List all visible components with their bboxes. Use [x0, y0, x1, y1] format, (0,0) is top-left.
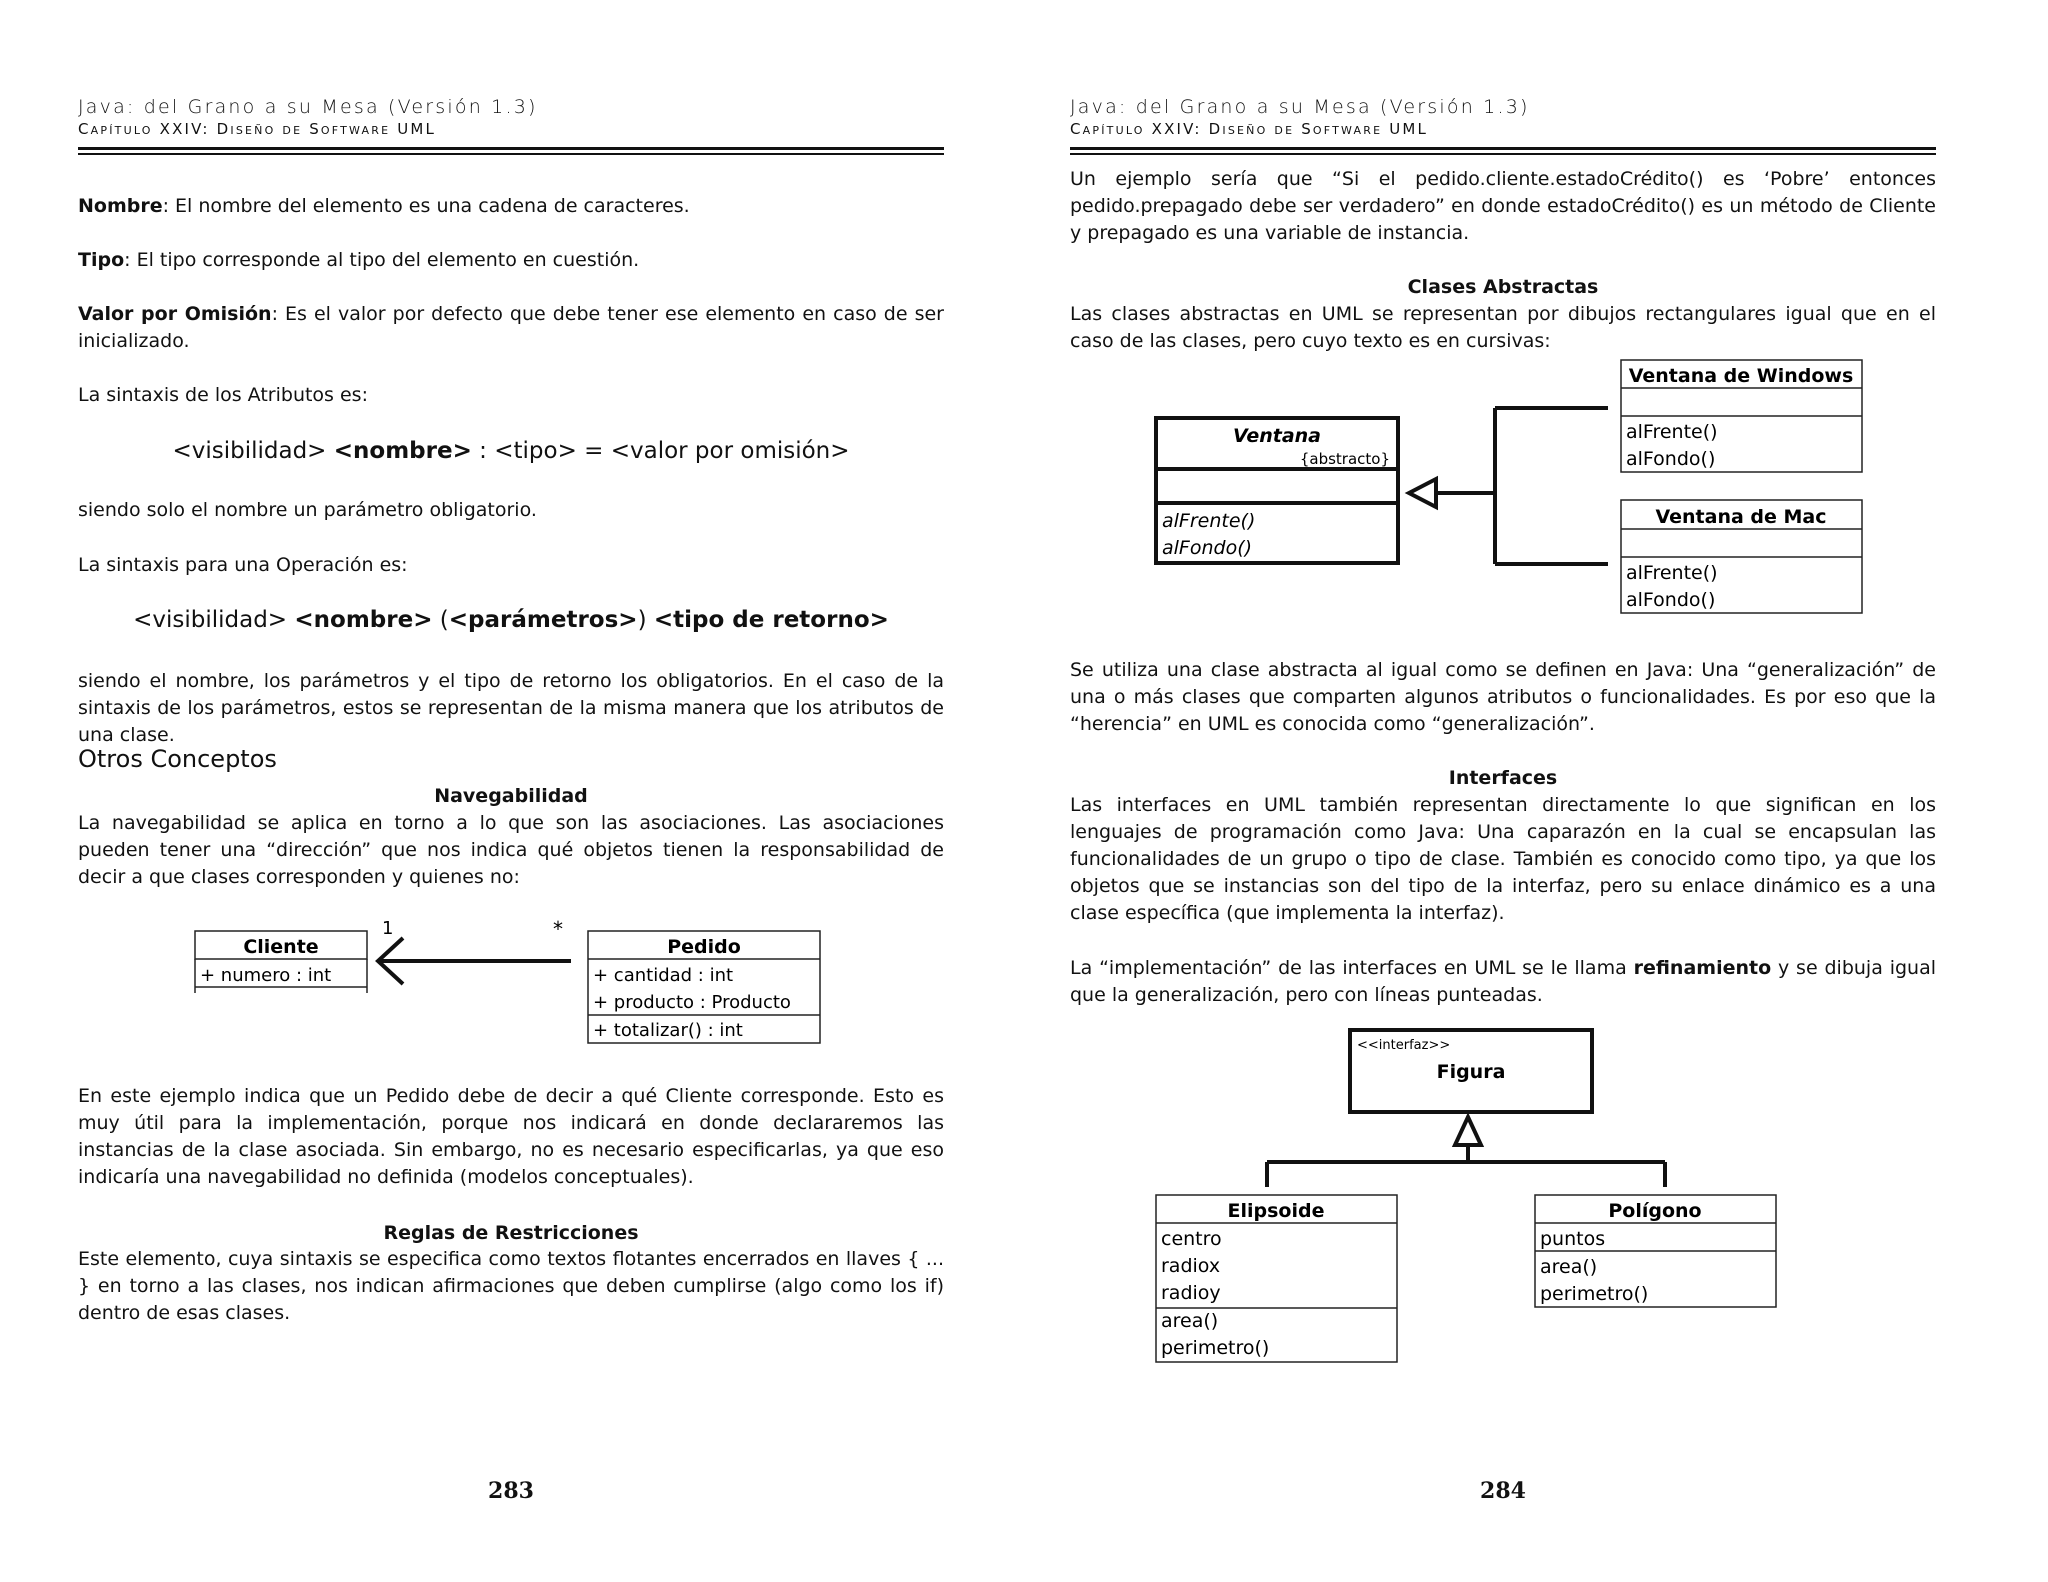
- cliente-class-name: Cliente: [243, 936, 319, 958]
- elipsoide-class-name: Elipsoide: [1227, 1200, 1325, 1222]
- running-header-title: Java: del Grano a su Mesa (Versión 1.3): [1070, 96, 1530, 118]
- cliente-attr: + numero : int: [200, 965, 332, 986]
- attr-syntax-vis: <visibilidad>: [172, 438, 327, 464]
- heading-clases-abstractas: Clases Abstractas: [1407, 276, 1599, 298]
- poligono-op: perimetro(): [1540, 1283, 1649, 1305]
- header-rule-thick: [78, 147, 944, 150]
- op-syntax-after: siendo el nombre, los parámetros y el tipo de retorno los obligatorios. En el caso de la sintaxis de los parámetros, estos se representan de la misma manera que los atributos de una clase.: [78, 670, 944, 746]
- header-rule-thin: [78, 153, 944, 155]
- intro-text: Un ejemplo sería que “Si el pedido.cliente.estadoCrédito() es ‘Pobre’ entonces pedido.prepagado debe ser verdadero” en donde estadoCrédito() es un método de Cliente y prepagado es una variable de instancia.: [1070, 168, 1936, 244]
- ventana-windows-op: alFondo(): [1626, 448, 1716, 470]
- ventana-windows-op: alFrente(): [1626, 421, 1718, 443]
- elipsoide-attr: centro: [1161, 1228, 1222, 1250]
- ventana-mac-op: alFrente(): [1626, 562, 1718, 584]
- realization-arrowhead: [1455, 1117, 1481, 1145]
- op-syntax-nombre: <nombre>: [294, 607, 433, 633]
- poligono-op: area(): [1540, 1256, 1598, 1278]
- tipo-definition: [78, 247, 944, 274]
- implementation-term: refinamiento: [1633, 957, 1772, 979]
- attr-syntax: [78, 438, 944, 464]
- abstract-text: Las clases abstractas en UML se representan por dibujos rectangulares igual que en el caso de las clases, pero cuyo texto es en cursivas:: [1070, 303, 1936, 352]
- navegabilidad-diagram: [78, 900, 944, 1050]
- op-syntax-vis: <visibilidad>: [133, 607, 288, 633]
- tipo-text: : El tipo corresponde al tipo del elemento en cuestión.: [124, 249, 640, 271]
- example-text: En este ejemplo indica que un Pedido debe de decir a qué Cliente corresponde. Esto es muy útil para la implementación, porque nos indicará en donde declararemos las instancias de la clase asociada. Sin embargo, no es necesario especificarlas, ya que eso indicaría una navegabilidad no definida (modelos conceptuales).: [78, 1085, 944, 1188]
- implementation-pre: La “implementación” de las interfaces en UML se le llama: [1070, 957, 1634, 979]
- pedido-class-name: Pedido: [667, 936, 741, 958]
- page-number-right: 284: [1480, 1478, 1526, 1504]
- running-header-title: Java: del Grano a su Mesa (Versión 1.3): [78, 96, 538, 118]
- interfaces-text: Las interfaces en UML también representan directamente lo que significan en los lenguajes de programación como Java: Una caparazón en la cual se encapsulan las funcionalidades de un grupo o tipo de clase. También es conocido como tipo, ya que los objetos que se instancias son del tipo de la interfaz, pero su enlace dinámico es a una clase específica (que implementa la interfaz).: [1070, 794, 1936, 924]
- ventana-mac-op: alFondo(): [1626, 589, 1716, 611]
- op-syntax: [78, 607, 944, 633]
- running-header-chapter: Capítulo XXIV: Diseño de Software UML: [78, 120, 437, 138]
- page-left: [78, 0, 944, 1582]
- abstract-after-text: Se utiliza una clase abstracta al igual como se definen en Java: Una “generalización” de una o más clases que comparten algunos atributos o funcionalidades. Es por eso que la “herencia” en UML es conocida como “generalización”.: [1070, 659, 1936, 735]
- page-right: [1070, 0, 1936, 1582]
- interface-diagram: [1070, 1025, 1936, 1375]
- tipo-term: Tipo: [78, 249, 125, 271]
- header-rule-thick: [1070, 147, 1936, 150]
- navegabilidad-text: La navegabilidad se aplica en torno a lo que son las asociaciones. Las asociaciones pueden tener una “dirección” que nos indica qué objetos tienen la responsabilidad de decir a que clases corresponden y quienes no:: [78, 812, 944, 888]
- pedido-attr: + cantidad : int: [593, 965, 734, 986]
- page-number-left: 283: [488, 1478, 534, 1504]
- pedido-op: + totalizar() : int: [593, 1020, 743, 1041]
- poligono-attr: puntos: [1540, 1228, 1606, 1250]
- nombre-definition: [78, 193, 944, 220]
- heading-reglas: Reglas de Restricciones: [383, 1222, 639, 1244]
- header-rule-thin: [1070, 153, 1936, 155]
- figura-interface-name: Figura: [1436, 1061, 1506, 1083]
- attr-syntax-intro: La sintaxis de los Atributos es:: [78, 384, 368, 406]
- abstract-class-diagram: [1070, 355, 1936, 620]
- elipsoide-attr: radioy: [1161, 1282, 1221, 1304]
- op-syntax-close: ): [637, 607, 654, 633]
- attr-syntax-after: siendo solo el nombre un parámetro obligatorio.: [78, 499, 537, 521]
- running-header-chapter: Capítulo XXIV: Diseño de Software UML: [1070, 120, 1429, 138]
- op-syntax-params: <parámetros>: [448, 607, 638, 633]
- elipsoide-op: area(): [1161, 1310, 1219, 1332]
- reglas-text: Este elemento, cuya sintaxis se especifica como textos flotantes encerrados en llaves { ... } en torno a las clases, nos indican afirmaciones que deben cumplirse (algo como los if) dentro de esas clases.: [78, 1248, 944, 1324]
- ventana-stereotype: {abstracto}: [1299, 450, 1390, 468]
- valor-text: : Es el valor por defecto que debe tener ese elemento en caso de ser inicializado.: [78, 303, 944, 352]
- figura-stereotype: <<interfaz>>: [1357, 1038, 1451, 1053]
- section-title-otros: Otros Conceptos: [78, 745, 277, 773]
- ventana-op: alFondo(): [1162, 537, 1253, 559]
- valor-definition: [78, 301, 944, 355]
- multiplicity-one: 1: [382, 918, 394, 939]
- ventana-op: alFrente(): [1162, 510, 1256, 532]
- implementation-post: y se dibuja igual que la generalización, pero con líneas punteadas.: [1070, 957, 1936, 1006]
- op-syntax-intro: La sintaxis para una Operación es:: [78, 554, 408, 576]
- attr-syntax-rest: : <tipo> = <valor por omisión>: [471, 438, 850, 464]
- poligono-class-name: Polígono: [1608, 1200, 1702, 1222]
- ventana-class-name: Ventana: [1233, 425, 1321, 447]
- implementation-text: [1070, 955, 1936, 1009]
- generalization-arrowhead: [1409, 479, 1436, 507]
- multiplicity-many: *: [553, 917, 563, 941]
- elipsoide-op: perimetro(): [1161, 1337, 1270, 1359]
- nombre-text: : El nombre del elemento es una cadena de caracteres.: [162, 195, 690, 217]
- op-syntax-open: (: [432, 607, 449, 633]
- heading-navegabilidad: Navegabilidad: [434, 785, 588, 807]
- valor-term: Valor por Omisión: [78, 303, 272, 325]
- op-syntax-return: <tipo de retorno>: [653, 607, 889, 633]
- pedido-attr: + producto : Producto: [593, 992, 791, 1013]
- elipsoide-attr: radiox: [1161, 1255, 1221, 1277]
- ventana-mac-class-name: Ventana de Mac: [1655, 506, 1827, 528]
- heading-interfaces: Interfaces: [1448, 767, 1558, 789]
- ventana-windows-class-name: Ventana de Windows: [1628, 365, 1854, 387]
- nombre-term: Nombre: [78, 195, 163, 217]
- attr-syntax-nombre: <nombre>: [333, 438, 472, 464]
